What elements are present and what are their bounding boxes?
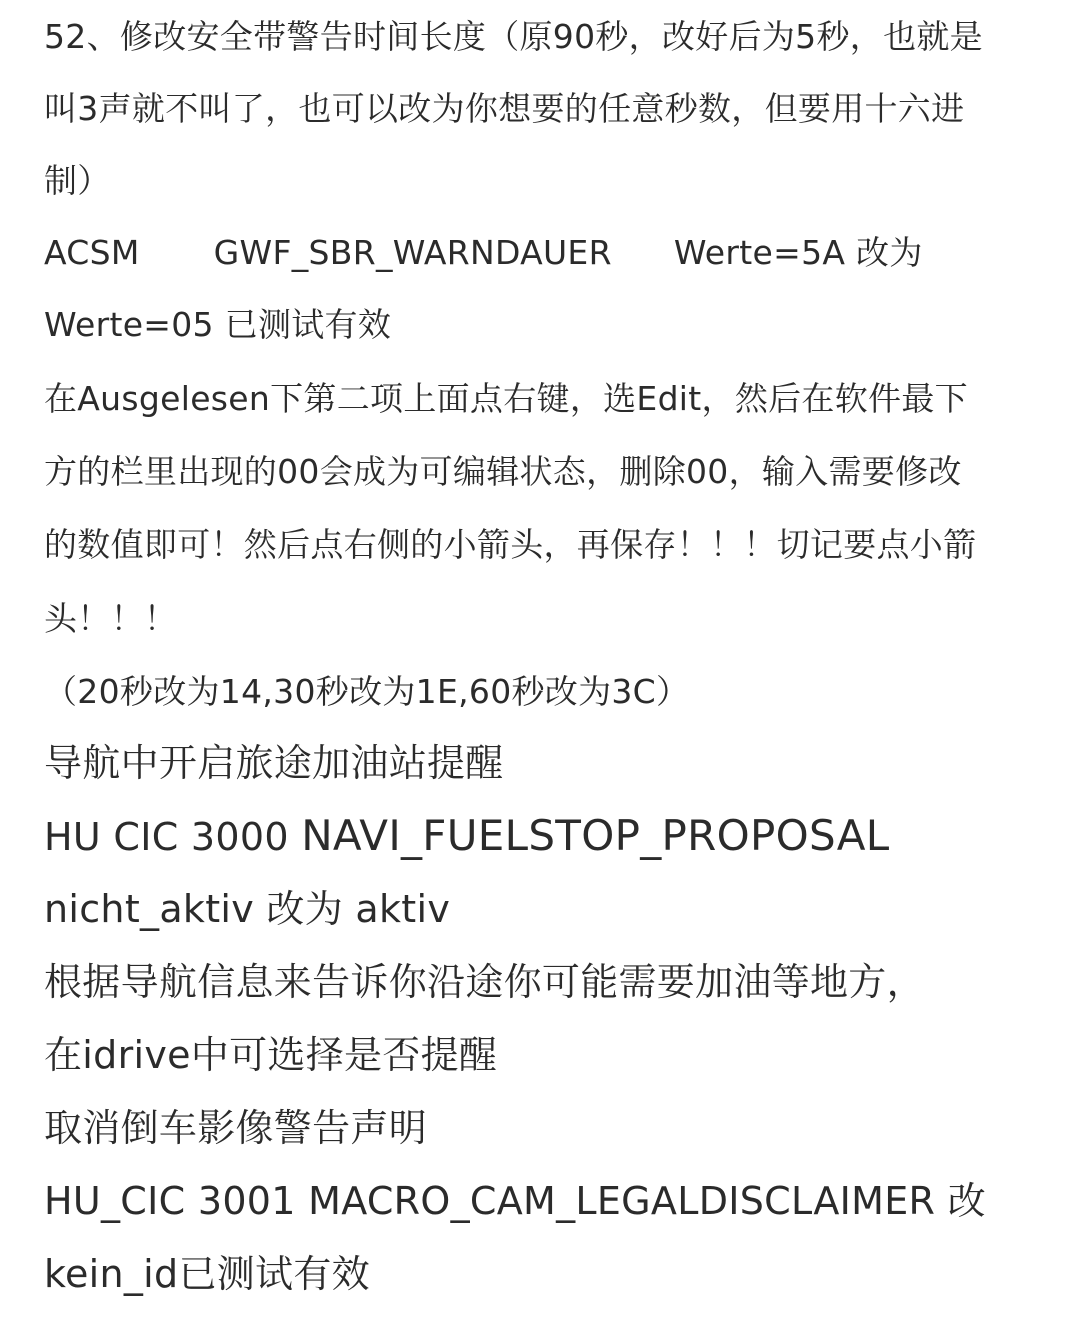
code-param: GWF_SBR_WARNDAUER [213,233,612,272]
code-prefix: HU CIC 3000 [44,815,302,859]
code-module: ACSM [44,233,140,272]
section-1-line-1: 52、修改安全带警告时间长度（原90秒，改好后为5秒，也就是 [44,17,983,56]
section-1-instruction-3: 的数值即可！然后点右侧的小箭头，再保存！！！切记要点小箭 [44,525,977,564]
section-1-instruction-4: 头！！！ [44,599,178,638]
section-1-code-result: Werte=05 已测试有效 [44,305,392,344]
section-2-desc-1: 根据导航信息来告诉你沿途你可能需要加油等地方， [44,960,925,1004]
code-value: Werte=5A 改为 [673,233,923,272]
code-param: NAVI_FUELSTOP_PROPOSAL [301,811,890,860]
section-1-instruction-2: 方的栏里出现的00会成为可编辑状态，删除00，输入需要修改 [44,452,962,491]
section-1-instruction-1: 在Ausgelesen下第二项上面点右键，选Edit，然后在软件最下 [44,379,968,418]
section-2-title: 导航中开启旅途加油站提醒 [44,741,504,785]
section-1-note: （20秒改为14,30秒改为1E,60秒改为3C） [44,672,690,711]
section-2-code-line [44,811,890,860]
section-3-title: 取消倒车影像警告声明 [44,1106,428,1150]
section-2-desc-2: 在idrive中可选择是否提醒 [44,1033,498,1077]
section-1-line-3: 制） [44,161,111,200]
section-3-code-result: kein_id已测试有效 [44,1252,370,1296]
section-3-code-line: HU_CIC 3001 MACRO_CAM_LEGALDISCLAIMER 改 [44,1179,986,1223]
section-1-code-line [44,233,923,272]
section-2-code-value: nicht_aktiv 改为 aktiv [44,887,451,931]
section-1-line-2: 叫3声就不叫了，也可以改为你想要的任意秒数，但要用十六进 [44,89,965,128]
